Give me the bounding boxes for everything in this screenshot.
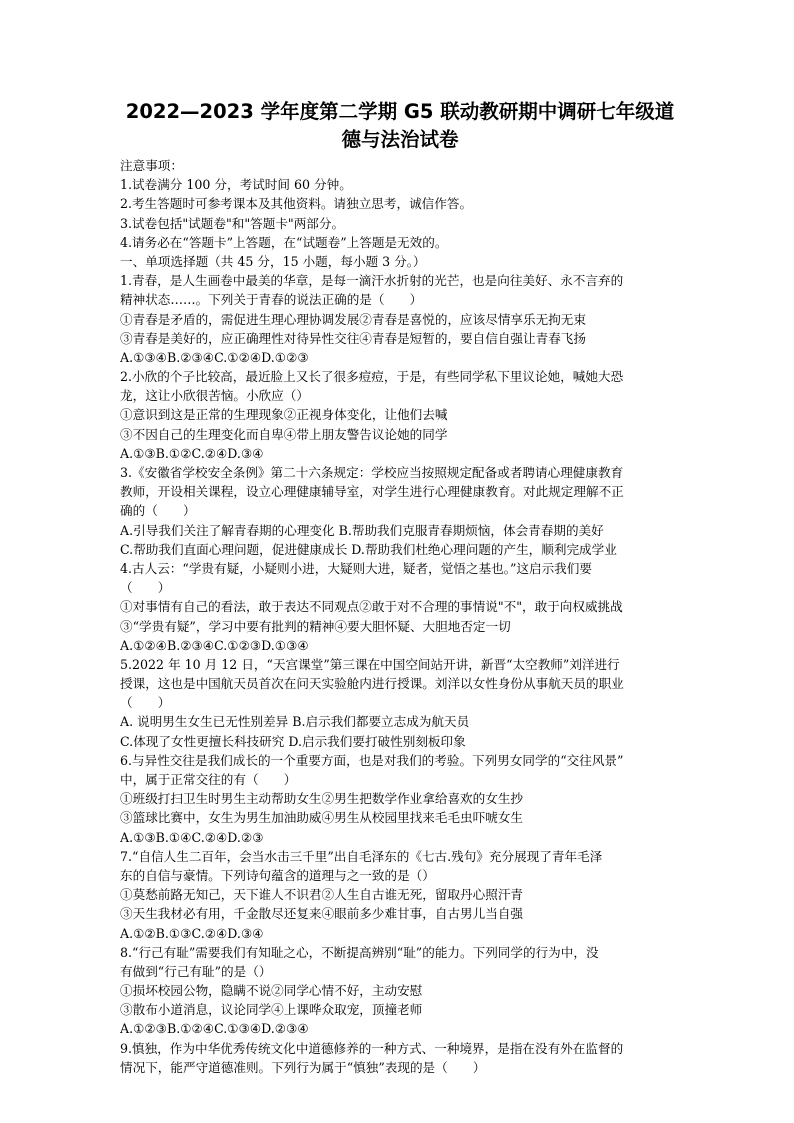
text-line: 确的（ ）: [120, 503, 196, 519]
text-line: 有做到“行己有耻”的是（）: [120, 963, 272, 979]
text-line: ①莫愁前路无知己，天下谁人不识君②人生自古谁无死，留取丹心照汗青: [120, 887, 523, 903]
text-line: 2.考生答题时可参考课本及其他资料。请独立思考，诚信作答。: [120, 196, 473, 212]
text-line: 情况下，能严守道德准则。下列行为属于“慎独”表现的是（ ）: [120, 1059, 486, 1075]
text-line: ①意识到这是正常的生理现象②正视身体变化，让他们去喊: [120, 407, 448, 423]
text-line: （ ）: [120, 695, 171, 711]
text-line: 中，属于正常交往的有（ ）: [120, 772, 297, 787]
text-line: 2.小欣的个子比较高，最近脸上又长了很多痘痘，于是，有些同学私下里议论她，喊她大恐: [120, 369, 624, 385]
text-line: A.①③④B.②③④C.①②④D.①②③: [120, 349, 309, 365]
text-line: 6.与异性交往是我们成长的一个重要方面，也是对我们的考验。下列男女同学的“交往风景”: [120, 752, 624, 768]
text-line: ③“学贵有疑”，学习中要有批判的精神④要大胆怀疑、大胆地否定一切: [120, 618, 511, 634]
text-line: 注意事项：: [120, 158, 183, 173]
text-line: 5.2022 年 10 月 12 日，“天宫课堂”第三课在中国空间站开讲，新晋“太空教师”刘洋进行: [120, 656, 620, 672]
text-line: 1.试卷满分 100 分，考试时间 60 分钟。: [120, 177, 352, 193]
text-line: ①班级打扫卫生时男生主动帮助女生②男生把数学作业拿给喜欢的女生抄: [120, 791, 523, 807]
text-line: 一、单项选择题（共 45 分，15 小题，每小题 3 分。）: [120, 253, 426, 269]
text-line: A.①③B.①④C.②④D.②③: [120, 829, 264, 845]
text-line: ①青春是矛盾的，需促进生理心理协调发展②青春是喜悦的，应该尽情享乐无拘无束: [120, 311, 586, 327]
title-line-2: 德与法治试卷: [341, 128, 459, 151]
text-line: A.引导我们关注了解青春期的心理变化 B.帮助我们克服青春期烦恼，体会青春期的美好: [120, 522, 604, 538]
text-line: ①损坏校园公物，隐瞒不说②同学心情不好，主动安慰: [120, 983, 423, 999]
text-line: C.体现了女性更擅长科技研究 D.启示我们要打破性别刻板印象: [120, 733, 466, 749]
text-line: （ ）: [120, 580, 171, 596]
text-line: 9.慎独，作为中华优秀传统文化中道德修养的一种方式、一种境界，是指在没有外在监督的: [120, 1040, 624, 1056]
text-line: ③篮球比赛中，女生为男生加油助威④男生从校园里找来毛毛虫吓唬女生: [120, 810, 523, 826]
text-line: 3.试卷包括"试题卷"和"答题卡"两部分。: [120, 215, 345, 231]
text-line: 3.《安徽省学校安全条例》第二十六条规定：学校应当按照规定配备或者聘请心理健康教育: [120, 465, 624, 480]
text-line: A.①②③B.①②④C.①③④D.②③④: [120, 1021, 309, 1037]
text-line: A.①③B.①②C.②④D.③④: [120, 445, 264, 461]
text-line: ③青春是美好的，应正确理性对待异性交往④青春是短暂的，要自信自强让青春飞扬: [120, 330, 586, 346]
text-line: C.帮助我们直面心理问题，促进健康成长 D.帮助我们杜绝心理问题的产生，顺利完成学业: [120, 541, 617, 557]
text-line: ③散布小道消息，议论同学④上课哗众取宠，顶撞老师: [120, 1002, 423, 1018]
text-line: 4.古人云：“学贵有疑，小疑则小进，大疑则大进，疑者，觉悟之基也。”这启示我们要: [120, 560, 592, 576]
title-line-1: 2022—2023 学年度第二学期 G5 联动教研期中调研七年级道: [125, 100, 675, 123]
text-line: A. 说明男生女生已无性别差异 B.启示我们都要立志成为航天员: [120, 714, 470, 730]
text-line: ③天生我材必有用，千金散尽还复来④眼前多少难甘事，自古男儿当自强: [120, 906, 523, 922]
text-line: 龙，这让小欣很苦恼。小欣应（）: [120, 388, 309, 404]
text-line: A.①②④B.②③④C.①②③D.①③④: [120, 637, 309, 653]
text-line: ①对事情有自己的看法，敢于表达不同观点②敢于对不合理的事情说"不"，敢于向权威挑战: [120, 599, 623, 615]
text-line: A.①②B.①③C.②④D.③④: [120, 925, 264, 941]
text-line: 8.“行己有耻”需要我们有知耻之心，不断提高辨别“耻”的能力。下列同学的行为中，没: [120, 944, 599, 960]
text-line: ③不因自己的生理变化而自卑④带上朋友警告议论她的同学: [120, 426, 448, 442]
text-line: 4.请务必在“答题卡”上答题，在“试题卷”上答题是无效的。: [120, 234, 448, 250]
text-line: 1.青春，是人生画卷中最美的华章，是每一滴汗水折射的光芒，也是向往美好、永不言弃的: [120, 273, 624, 289]
exam-body: [120, 156, 680, 1077]
text-line: 授课，这也是中国航天员首次在问天实验舱内进行授课。刘洋以女性身份从事航天员的职业: [120, 676, 624, 692]
text-line: 7.“自信人生二百年，会当水击三千里”出自毛泽东的《七古.残句》充分展现了青年毛泽: [120, 848, 603, 864]
exam-title: [110, 98, 690, 154]
text-line: 教师，开设相关课程，设立心理健康辅导室，对学生进行心理健康教育。对此规定理解不正: [120, 484, 624, 500]
text-line: 东的自信与豪情。下列诗句蕴含的道理与之一致的是（）: [120, 867, 435, 883]
text-line: 精神状态……。下列关于青春的说法正确的是（ ）: [120, 292, 423, 308]
